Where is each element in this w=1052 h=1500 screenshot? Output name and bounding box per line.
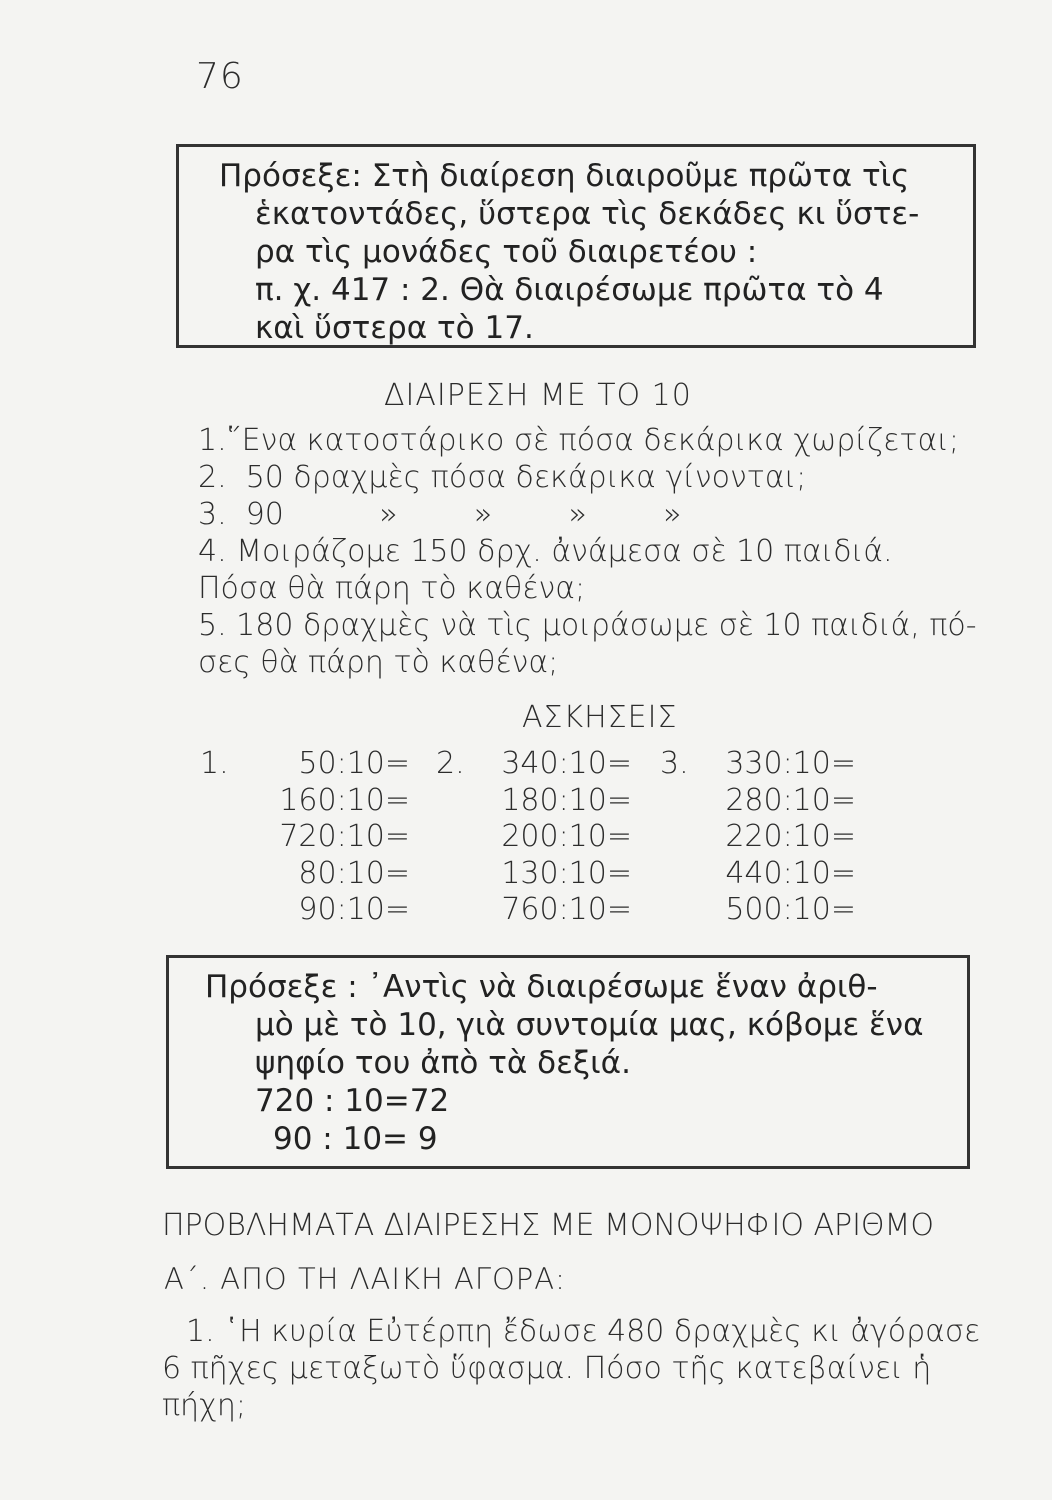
- problem-line: πήχη;: [162, 1388, 246, 1423]
- problem-line: 1. ῾Η κυρία Εὐτέρπη ἔδωσε 480 δραχμὲς κι ἀγόρασε: [186, 1314, 981, 1349]
- question-line: 3. 90 » » » »: [198, 497, 682, 532]
- exercise-group-1: [240, 746, 410, 929]
- note-line: Πρόσεξε: Στὴ διαίρεση διαιροῦμε πρῶτα τὶς: [219, 158, 910, 194]
- problem-line: 6 πῆχες μεταξωτὸ ὕφασμα. Πόσο τῆς κατεβαίνει ἡ: [162, 1351, 932, 1386]
- note-line: ψηφίο του ἀπὸ τὰ δεξιά.: [255, 1045, 631, 1081]
- note-box-divide-by-ten: [166, 955, 970, 1169]
- exercise-item: 760:10=: [501, 892, 632, 927]
- problem-1: [162, 1313, 982, 1424]
- exercise-item: 130:10=: [501, 855, 632, 891]
- exercise-item: 280:10=: [725, 782, 856, 818]
- exercise-item: 180:10=: [501, 782, 632, 818]
- question-line: 5. 180 δραχμὲς νὰ τὶς μοιράσωμε σὲ 10 παιδιά, πό-: [198, 608, 977, 643]
- note-line: ἑκατοντάδες, ὕστερα τὶς δεκάδες κι ὕστε-: [255, 196, 920, 232]
- question-line: σες θὰ πάρη τὸ καθένα;: [198, 645, 559, 680]
- section-heading: Α΄. ΑΠΟ ΤΗ ΛΑΙΚΗ ΑΓΟΡΑ:: [164, 1262, 566, 1296]
- exercise-item: 500:10=: [725, 892, 856, 927]
- page-number: 76: [196, 56, 244, 97]
- exercise-item: 220:10=: [725, 819, 856, 854]
- note-line: 90 : 10= 9: [273, 1121, 438, 1157]
- exercise-group-label: 1.: [200, 746, 229, 781]
- exercises-heading: ΑΣΚΗΣΕΙΣ: [522, 700, 678, 735]
- note-line: ρα τὶς μονάδες τοῦ διαιρετέου :: [255, 234, 758, 270]
- exercise-group-label: 3.: [660, 746, 689, 781]
- note-line: 720 : 10=72: [255, 1083, 450, 1119]
- exercise-item: 160:10=: [279, 782, 410, 818]
- questions-list: [198, 422, 988, 681]
- exercise-item: 80:10=: [298, 855, 410, 891]
- exercise-group-2: [470, 746, 632, 929]
- question-line: 4. Μοιράζομε 150 δρχ. ἀνάμεσα σὲ 10 παιδιά.: [198, 534, 893, 569]
- question-line: 1.῞Ενα κατοστάρικο σὲ πόσα δεκάρικα χωρίζεται;: [198, 423, 959, 458]
- problems-heading: ΠΡΟΒΛΗΜΑΤΑ ΔΙΑΙΡΕΣΗΣ ΜΕ ΜΟΝΟΨΗΦΙΟ ΑΡΙΘΜΟ: [162, 1208, 935, 1243]
- note-line: καὶ ὕστερα τὸ 17.: [255, 310, 534, 346]
- question-line: 2. 50 δραχμὲς πόσα δεκάρικα γίνονται;: [198, 460, 807, 495]
- note-box-division-order: [176, 144, 976, 348]
- note-line: μὸ μὲ τὸ 10, γιὰ συντομία μας, κόβομε ἕνα: [255, 1007, 924, 1043]
- exercise-item: 720:10=: [279, 819, 410, 854]
- note-line: π. χ. 417 : 2. Θὰ διαιρέσωμε πρῶτα τὸ 4: [255, 272, 884, 308]
- question-line: Πόσα θὰ πάρη τὸ καθένα;: [198, 571, 586, 606]
- exercise-item: 50:10=: [298, 746, 410, 781]
- exercise-item: 340:10=: [501, 746, 632, 781]
- exercise-item: 330:10=: [725, 746, 856, 781]
- note-line: Πρόσεξε : ᾿Αντὶς νὰ διαιρέσωμε ἕναν ἀριθ-: [205, 969, 878, 1005]
- exercise-item: 200:10=: [501, 819, 632, 854]
- exercise-group-3: [694, 746, 856, 929]
- exercise-item: 90:10=: [298, 892, 410, 927]
- division-heading: ΔΙΑΙΡΕΣΗ ΜΕ ΤΟ 10: [384, 378, 692, 413]
- exercise-group-label: 2.: [436, 746, 465, 781]
- exercise-item: 440:10=: [725, 855, 856, 891]
